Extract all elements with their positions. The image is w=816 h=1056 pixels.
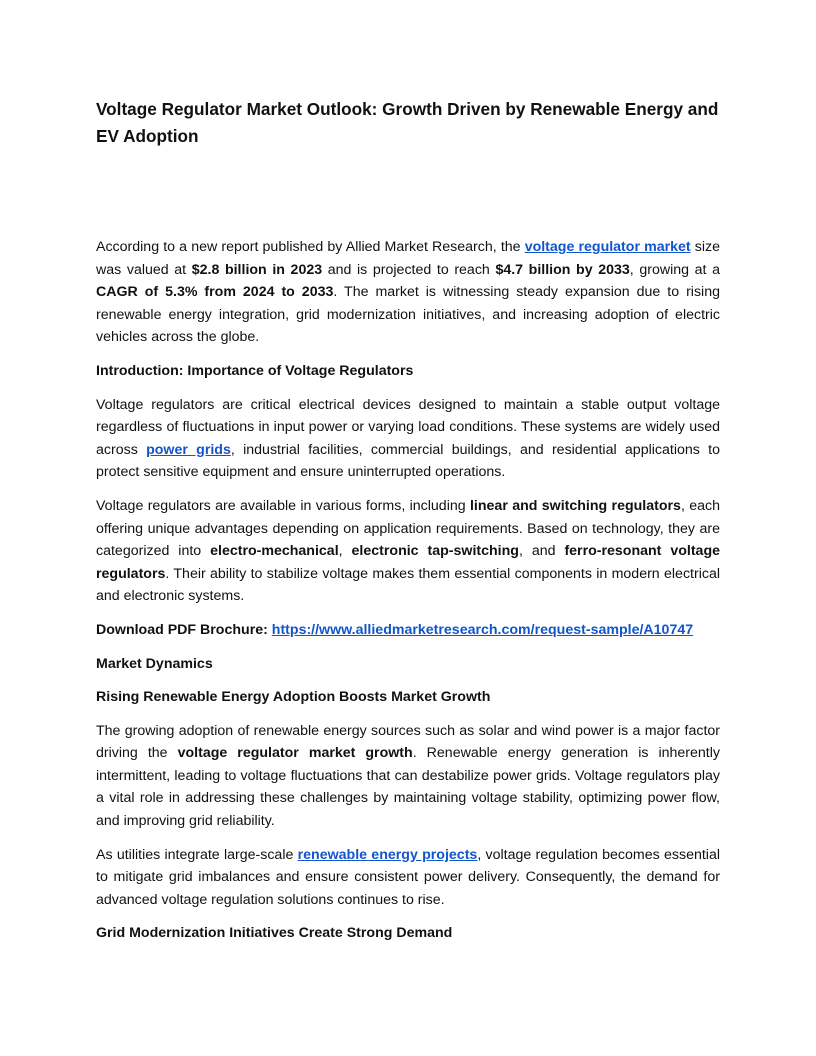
voltage-regulator-market-link[interactable]: voltage regulator market <box>524 239 691 255</box>
text-span: , each offering unique advantages depending on application requirements. Based on technology, they are categorized into <box>96 497 721 560</box>
text-span: , voltage regulation becomes essential to mitigate grid imbalances and ensure consistent power delivery. Consequently, the demand for advanced voltage regulation solutions continues to rise. <box>96 846 720 908</box>
text-span: According to a new report published by Allied Market Research, the <box>96 239 525 255</box>
bold-text: electro-mechanical <box>210 543 339 560</box>
text-span: size was valued at <box>96 239 720 278</box>
bold-text: CAGR of 5.3% from 2024 to 2033 <box>96 284 334 301</box>
text-span: As utilities integrate large-scale <box>96 846 298 863</box>
text-span: The growing adoption of renewable energy sources such as solar and wind power is a major factor driving the <box>96 722 720 762</box>
paragraph-utilities <box>96 844 720 912</box>
heading-renewable-adoption: Rising Renewable Energy Adoption Boosts Market Growth <box>96 689 491 706</box>
text-span: . The market is witnessing steady expansion due to rising renewable energy integration, grid modernization initiatives, and increasing adoption of electric vehicles across the globe. <box>96 284 720 346</box>
text-span: , <box>338 543 352 560</box>
text-span: and is projected to reach <box>322 261 496 278</box>
bold-text: ferro-resonant voltage regulators <box>96 543 721 582</box>
text-span: , and <box>518 543 565 560</box>
text-span: . Renewable energy generation is inherently intermittent, leading to voltage fluctuations that can destabilize power grids. Voltage regulators play a vital role in addressing these challenges by maintaining voltage stability, optimizing power flow, and improving grid reliability. <box>96 745 720 830</box>
page-title: Voltage Regulator Market Outlook: Growth Driven by Renewable Energy and EV Adoption <box>96 99 719 146</box>
paragraph-market-size <box>96 236 720 349</box>
text-span: Voltage regulators are critical electrical devices designed to maintain a stable output voltage regardless of fluctuations in input power or varying load conditions. These systems are widely used across <box>96 396 720 458</box>
paragraph-types <box>96 495 720 608</box>
download-brochure-link[interactable]: https://www.alliedmarketresearch.com/request-sample/A10747 <box>271 621 694 638</box>
download-label: Download PDF Brochure: <box>96 621 272 638</box>
text-span: , growing at a <box>629 261 720 278</box>
bold-text: voltage regulator market growth <box>177 745 413 762</box>
bold-text: $2.8 billion in 2023 <box>191 261 323 278</box>
document-page <box>96 96 720 956</box>
heading-market-dynamics: Market Dynamics <box>96 655 213 672</box>
bold-text: $4.7 billion by 2033 <box>495 261 630 278</box>
power-grids-link[interactable]: power grids <box>146 441 231 458</box>
text-span: . Their ability to stabilize voltage makes them essential components in modern electrical and electronic systems. <box>96 565 720 605</box>
renewable-energy-projects-link[interactable]: renewable energy projects <box>297 846 478 863</box>
title-spacer <box>96 150 720 236</box>
heading-introduction: Introduction: Importance of Voltage Regulators <box>96 362 414 379</box>
heading-grid-modernization: Grid Modernization Initiatives Create Strong Demand <box>96 925 453 942</box>
bold-text: electronic tap-switching <box>351 543 519 560</box>
paragraph-intro <box>96 394 720 484</box>
text-span: Voltage regulators are available in various forms, including <box>96 497 470 514</box>
bold-text: linear and switching regulators <box>469 497 681 514</box>
text-span: , industrial facilities, commercial buildings, and residential applications to protect sensitive equipment and ensure uninterrupted operations. <box>96 441 720 481</box>
download-brochure-line <box>96 619 720 642</box>
paragraph-renewable <box>96 720 720 833</box>
